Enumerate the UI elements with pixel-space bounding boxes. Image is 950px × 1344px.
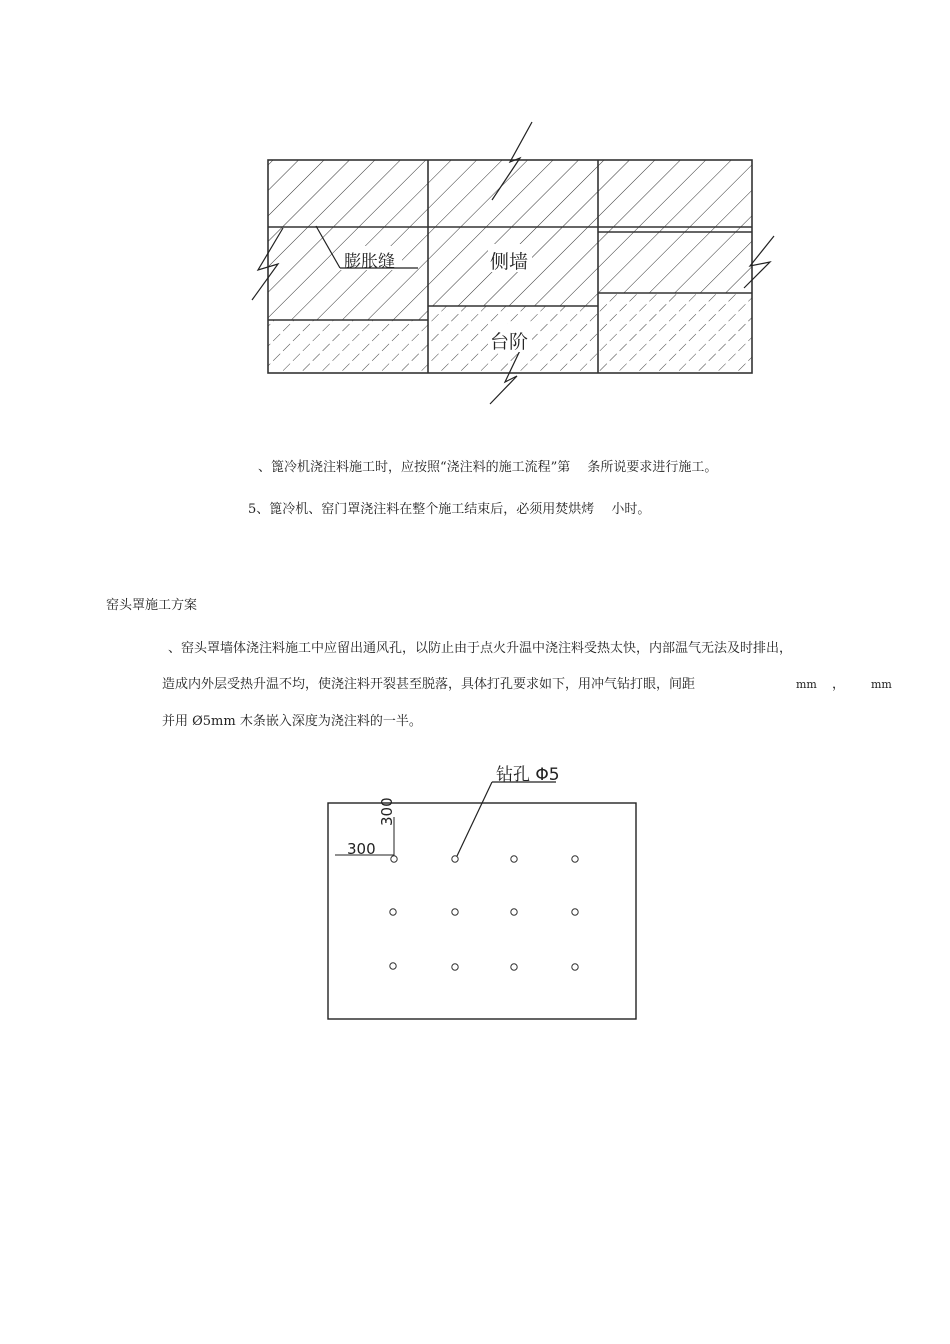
step-label: 台阶	[490, 331, 529, 353]
paragraph-baking: 5、篦冷机、窑门罩浇注料在整个施工结束后，必须用焚烘烤 小时。	[248, 502, 651, 517]
hole	[511, 909, 517, 915]
hole	[511, 964, 517, 970]
side-wall-label: 侧墙	[490, 251, 529, 273]
paragraph-grate-cooler: 、篦冷机浇注料施工时，应按照“浇注料的施工流程”第 条所说要求进行施工。	[258, 460, 718, 475]
hole	[572, 964, 578, 970]
section-line-1: 、窑头罩墙体浇注料施工中应留出通风孔，以防止由于点火升温中浇注料受热太快，内部温气无法及时排出，	[168, 641, 793, 656]
hole	[391, 856, 397, 862]
section-line-3: 并用 Ø5mm 木条嵌入深度为浇注料的一半。	[162, 714, 422, 729]
expansion-joint-label: 膨胀缝	[344, 252, 395, 272]
dimension-horizontal: 300	[347, 840, 376, 858]
hole	[390, 909, 396, 915]
spacing-separator: ，	[832, 677, 846, 692]
hole	[452, 856, 458, 862]
hole	[572, 856, 578, 862]
spacing-unit-2: mm	[871, 678, 892, 691]
hole	[572, 909, 578, 915]
hole	[452, 909, 458, 915]
hole	[452, 964, 458, 970]
drill-hole-callout: 钻孔 Φ5	[496, 765, 560, 785]
section-heading: 窑头罩施工方案	[106, 598, 198, 613]
hole	[511, 856, 517, 862]
dimension-vertical: 300	[378, 797, 396, 826]
hole	[390, 963, 396, 969]
section-line-2: 造成内外层受热升温不均，使浇注料开裂甚至脱落，具体打孔要求如下，用冲气钻打眼，间距	[162, 677, 696, 692]
spacing-unit-1: mm	[796, 678, 817, 691]
